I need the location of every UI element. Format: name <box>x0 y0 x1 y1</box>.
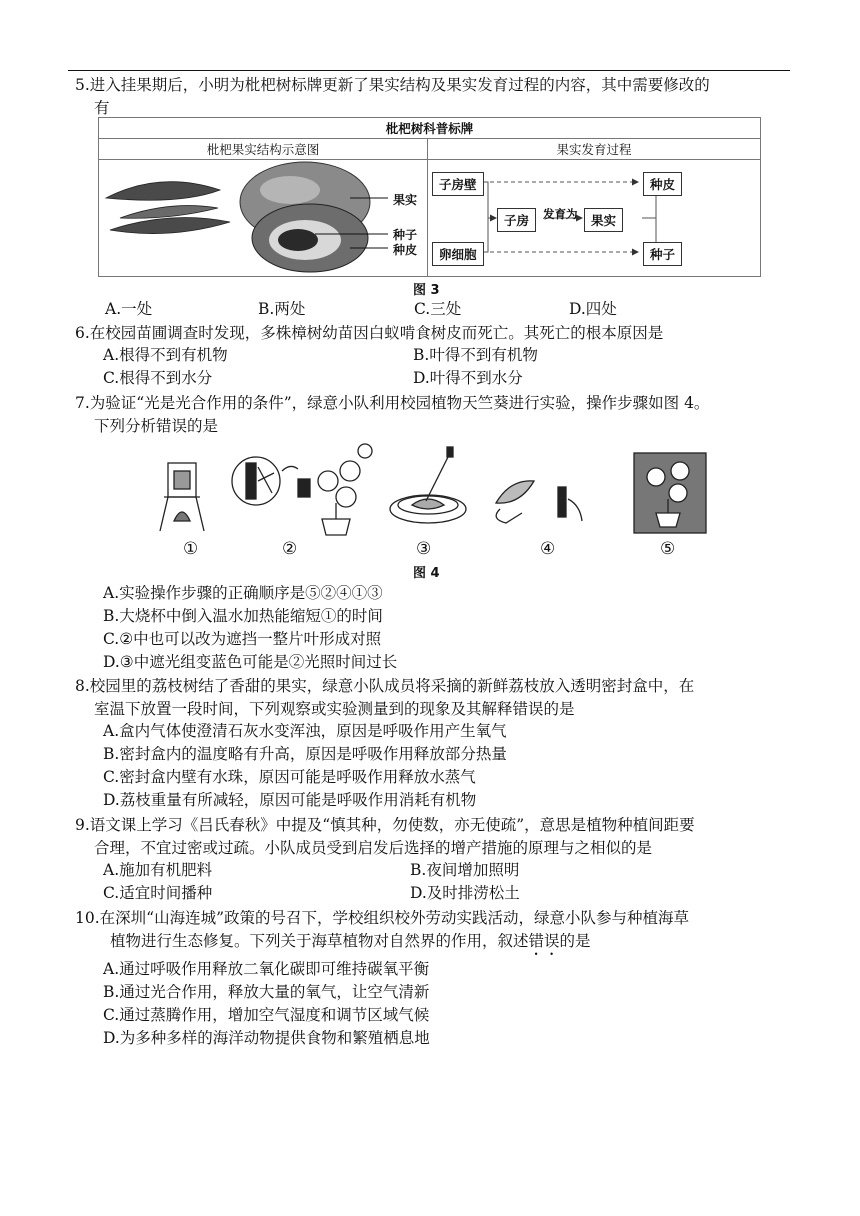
q5-option-b: B.两处 <box>258 300 306 318</box>
node-egg-cell: 卵细胞 <box>432 242 484 266</box>
step4-hand-leaf-illustration <box>496 481 582 523</box>
q10-stem-line2 <box>110 929 591 959</box>
q7-stem-line2: 下列分析错误的是 <box>94 417 219 435</box>
step3-dropper-illustration <box>390 447 466 523</box>
q6-stem: 6.在校园苗圃调查时发现，多株樟树幼苗因白蚁啃食树皮而死亡。其死亡的根本原因是 <box>75 324 664 342</box>
sign-left-header: 枇杷果实结构示意图 <box>99 139 428 160</box>
label-seed: 种子 <box>393 228 418 242</box>
seed-shape <box>278 229 318 251</box>
develops-into-label: 发育为 <box>543 207 578 221</box>
q6-option-b: B.叶得不到有机物 <box>413 346 538 364</box>
fruit-highlight <box>260 176 320 204</box>
q8-option-a: A.盒内气体使澄清石灰水变浑浊，原因是呼吸作用产生氧气 <box>103 722 507 740</box>
step-label-3: ③ <box>416 539 432 559</box>
q5-option-c: C.三处 <box>414 300 462 318</box>
step5-dark-treatment-illustration <box>634 453 706 533</box>
step2-shading-illustration <box>232 444 372 535</box>
node-seed: 种子 <box>643 242 682 266</box>
q10-stem-line2-end: 的是 <box>559 932 591 950</box>
leaf-shape <box>120 206 218 219</box>
q5-option-d: D.四处 <box>569 300 617 318</box>
q10-stem-line2-start: 植物进行生态修复。下列关于海草植物对自然界的作用，叙述 <box>110 932 529 950</box>
q8-option-b: B.密封盒内的温度略有升高，原因是呼吸作用释放部分热量 <box>103 745 507 763</box>
leaf-shape <box>110 218 230 234</box>
q9-option-a: A.施加有机肥料 <box>103 861 213 879</box>
step-label-1: ① <box>183 539 199 559</box>
figure4-caption: 图 4 <box>413 566 440 581</box>
q5-option-a: A.一处 <box>105 300 153 318</box>
experiment-steps-figure <box>150 443 710 538</box>
q7-option-b: B.大烧杯中倒入温水加热能缩短①的时间 <box>103 607 383 625</box>
q6-option-c: C.根得不到水分 <box>103 369 213 387</box>
q8-option-c: C.密封盒内壁有水珠，原因可能是呼吸作用释放水蒸气 <box>103 768 476 786</box>
step-label-2: ② <box>282 539 298 559</box>
sign-title: 枇杷树科普标牌 <box>99 118 761 139</box>
node-ovary-wall: 子房壁 <box>432 172 484 196</box>
label-seed-coat: 种皮 <box>393 243 418 257</box>
q8-option-d: D.荔枝重量有所减轻，原因可能是呼吸作用消耗有机物 <box>103 791 477 809</box>
node-fruit: 果实 <box>584 208 623 232</box>
loquat-fruit-illustration <box>100 160 426 276</box>
sign-right-header: 果实发育过程 <box>428 139 761 160</box>
label-fruit: 果实 <box>393 193 418 207</box>
node-seed-coat: 种皮 <box>643 172 682 196</box>
step-label-5: ⑤ <box>660 539 676 559</box>
q10-option-d: D.为多种多样的海洋动物提供食物和繁殖栖息地 <box>103 1029 430 1047</box>
q6-option-d: D.叶得不到水分 <box>413 369 523 387</box>
q6-option-a: A.根得不到有机物 <box>103 346 228 364</box>
bracket <box>486 182 488 252</box>
q10-emphasis-wrong: 错误 <box>528 932 560 950</box>
q9-stem-line1: 9.语文课上学习《吕氏春秋》中提及“慎其种，勿使数，亦无使疏”，意思是植物种植间距要 <box>75 816 695 834</box>
q9-option-b: B.夜间增加照明 <box>410 861 520 879</box>
q10-option-a: A.通过呼吸作用释放二氧化碳即可维持碳氧平衡 <box>103 960 430 978</box>
q5-stem-line2: 有 <box>94 99 110 117</box>
q8-stem-line1: 8.校园里的荔枝树结了香甜的果实，绿意小队成员将采摘的新鲜荔枝放入透明密封盒中，在 <box>75 677 695 695</box>
node-ovary: 子房 <box>497 208 536 232</box>
q5-stem-line1: 5.进入挂果期后，小明为枇杷树标牌更新了果实结构及果实发育过程的内容，其中需要修改的 <box>75 76 710 94</box>
q10-stem-line1: 10.在深圳“山海连城”政策的号召下，学校组织校外劳动实践活动，绿意小队参与种植海草 <box>75 909 690 927</box>
q10-option-c: C.通过蒸腾作用，增加空气湿度和调节区域气候 <box>103 1006 430 1024</box>
q9-option-c: C.适宜时间播种 <box>103 884 213 902</box>
header-rule <box>68 70 790 71</box>
q7-option-a: A.实验操作步骤的正确顺序是⑤②④①③ <box>103 584 383 602</box>
q8-stem-line2: 室温下放置一段时间，下列观察或实验测量到的现象及其解释错误的是 <box>94 700 575 718</box>
q10-option-b: B.通过光合作用，释放大量的氧气，让空气清新 <box>103 983 430 1001</box>
q9-option-d: D.及时排涝松土 <box>410 884 520 902</box>
q9-stem-line2: 合理，不宜过密或过疏。小队成员受到启发后选择的增产措施的原理与之相似的是 <box>94 839 653 857</box>
figure3-caption: 图 3 <box>413 283 440 298</box>
step-label-4: ④ <box>540 539 556 559</box>
step1-heating-illustration <box>160 463 204 531</box>
q7-stem-line1: 7.为验证“光是光合作用的条件”，绿意小队利用校园植物天竺葵进行实验，操作步骤如图 4。 <box>75 394 710 412</box>
q7-option-c: C.②中也可以改为遮挡一整片叶形成对照 <box>103 630 382 648</box>
leaf-shape <box>106 182 220 201</box>
q7-option-d: D.③中遮光组变蓝色可能是②光照时间过长 <box>103 653 398 671</box>
